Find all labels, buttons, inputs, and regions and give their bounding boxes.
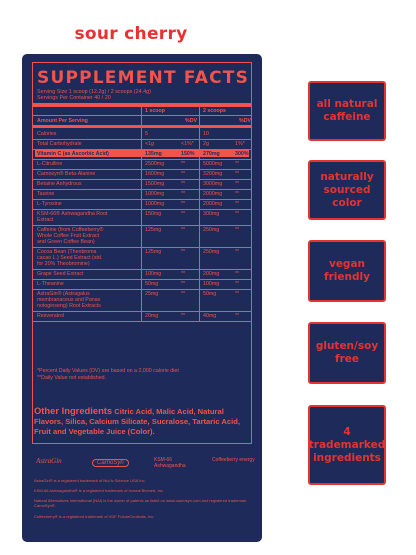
column-divider [141,106,142,322]
amount-1-scoop: 1000mg [145,201,165,207]
divider-thick [33,125,251,128]
dv-2-scoops: 300% [235,151,249,157]
ingredient-name: Taurine [37,191,55,197]
ingredient-name-cont: Whole Coffee Fruit Extract [37,233,100,239]
dv-1-scoop: ** [181,291,186,297]
ingredient-name: Caffeine (from Coffeeberry® [37,227,104,233]
claim-badge-caffeine: all natural caffeine [308,81,386,141]
fine-print-astragin: AstraGin® is a registered trademark of NuLiv Science USA Inc. [34,478,146,483]
ingredient-name-cont: for 20% Theobromine) [37,261,90,267]
astragin-logo: AstraGin [36,457,62,465]
other-ingredients-text: Citric Acid, Malic Acid, Natural Flavors, Silica, Calcium Silicate, Sucralose, Tartaric Acid, Fruit and Vegetable Juice (Color). [34,407,240,436]
fine-print-carnosyn: Natural Alternatives International (NAI) is the owner of patents as listed on www.carnosyn.com and registered trademark CarnoSyn®. [34,498,247,508]
amount-1-scoop: 50mg [145,281,159,287]
dv-1-scoop: ** [181,281,186,287]
amount-1-scoop: 20mg [145,313,159,319]
dv-2-scoops: ** [235,181,240,187]
ingredient-name: Cocoa Bean (Theobroma [37,249,97,255]
dv-2-scoops: ** [235,161,240,167]
row-divider [33,311,251,312]
dv-2-scoops: ** [235,291,240,297]
dv-2-scoops: ** [235,211,240,217]
amount-2-scoops: 5000mg [203,161,223,167]
amount-2-scoops: 2000mg [203,201,223,207]
row-divider [33,139,251,140]
ingredient-name-cont: notoginseng) Root Extracts [37,303,101,309]
dv-1-scoop: ** [181,227,186,233]
claim-badge-trademarked: 4 trademarked ingredients [308,405,386,485]
amount-1-scoop: 100mg [145,271,162,277]
column-divider [199,106,200,322]
amount-1-scoop: 125mg [145,249,162,255]
row-divider [33,269,251,270]
logo-strip [34,454,254,474]
amount-2-scoops: 2000mg [203,191,223,197]
amount-2-scoops: 3200mg [203,171,223,177]
ingredient-name: Carnosyn® Beta-Alanine [37,171,96,177]
ingredient-name-cont: and Green Coffee Bean) [37,239,95,245]
row-divider [33,159,251,160]
amount-1-scoop: 5 [145,131,148,137]
ingredient-name-cont: cacao L.) Seed Extract (std. [37,255,103,261]
supplement-facts-panel [22,54,262,542]
ingredient-name: Calories [37,131,57,137]
amount-1-scoop: 2500mg [145,161,165,167]
dv-1-scoop: ** [181,191,186,197]
row-divider [33,289,251,290]
divider [33,115,251,116]
fine-print-ksm66: KSM-66 Ashwagandha® is a registered trademark of Ixoreal Biomed, Inc. [34,488,164,493]
ingredient-name: AstraGin® (Astragalus [37,291,90,297]
amount-2-scoops: 250mg [203,227,220,233]
row-divider [33,169,251,170]
amount-2-scoops: 300mg [203,211,220,217]
supplement-facts-box [32,62,252,444]
amount-1-scoop: 25mg [145,291,159,297]
dv-1-scoop: ** [181,201,186,207]
footnote-not-established: **Daily Value not established. [37,375,107,381]
amount-2-scoops: 100mg [203,281,220,287]
dv-1-scoop: ** [181,249,186,255]
amount-1-scoop: 1000mg [145,191,165,197]
dv-2-scoops: ** [235,271,240,277]
dv-1-scoop: ** [181,171,186,177]
ingredient-name: L-Theanine [37,281,64,287]
dv-2-scoops: ** [235,191,240,197]
dv-2-scoops: ** [235,313,240,319]
amount-1-scoop: 1600mg [145,171,165,177]
row-divider [33,179,251,180]
ingredient-name-cont: Extract [37,217,54,223]
servings-per-container: Servings Per Container 40 / 20 [37,95,111,101]
row-divider [33,225,251,226]
ingredient-name: L-Citrulline [37,161,63,167]
row-divider [33,247,251,248]
row-divider [33,321,251,322]
other-ingredients [34,406,254,437]
ingredient-name: Vitamin C (as Ascorbic Acid) [37,151,109,157]
amount-1-scoop: 135mg [145,151,162,157]
claim-badge-gluten-soy: gluten/soy free [308,322,386,384]
amount-2-scoops: 250mg [203,249,220,255]
dv-2-scoops: ** [235,227,240,233]
dv-1-scoop: <1%* [181,141,194,147]
carnosyn-logo: CarnoSyn [92,459,129,467]
claim-badge-color: naturally sourced color [308,160,386,220]
dv-1-scoop: ** [181,161,186,167]
fine-print-coffeeberry: Coffeeberry® is a registered trademark of VDF FutureCeuticals, Inc. [34,514,155,519]
row-divider [33,279,251,280]
ingredient-name: L-Tyrosine [37,201,62,207]
amount-2-scoops: 40mg [203,313,217,319]
ingredient-name: Betaine Anhydrous [37,181,82,187]
amount-1-scoop: 125mg [145,227,162,233]
col-header-1-scoop: 1 scoop [145,108,166,114]
flavor-title: sour cherry [74,24,188,44]
amount-2-scoops: 200mg [203,271,220,277]
ingredient-name: KSM-66® Ashwagandha Root [37,211,108,217]
amount-2-scoops: 50mg [203,291,217,297]
coffeeberry-logo: Coffeeberry energy [212,457,255,463]
dv-2-scoops: 1%* [235,141,245,147]
dv-2-scoops: ** [235,201,240,207]
col-header-2-scoops: 2 scoops [203,108,226,114]
dv-1-scoop: ** [181,211,186,217]
dv-1-scoop: 150% [181,151,195,157]
serving-size: Serving Size 1 scoop (12.2g) / 2 scoops (24.4g) [37,89,151,95]
claim-badge-vegan: vegan friendly [308,240,386,302]
ingredient-name: Grape Seed Extract [37,271,84,277]
divider-thick [33,103,251,107]
dv-2-scoops: ** [235,249,240,255]
dv-2-scoops: ** [235,171,240,177]
row-divider [33,209,251,210]
dv-1-scoop: ** [181,181,186,187]
amount-2-scoops: 10 [203,131,209,137]
footnote-dv: *Percent Daily Values (DV) are based on a 2,000 calorie diet [37,368,179,374]
dv-header-1: %DV [185,118,198,124]
amount-1-scoop: 1500mg [145,181,165,187]
dv-1-scoop: ** [181,313,186,319]
row-divider [33,189,251,190]
dv-header-2: %DV [239,118,252,124]
supplement-facts-title: SUPPLEMENT FACTS [37,68,250,88]
amount-2-scoops: 270mg [203,151,220,157]
amount-1-scoop: 150mg [145,211,162,217]
ksm66-logo: KSM-66 Ashwagandha [154,457,186,469]
ingredient-name: Resveratrol [37,313,65,319]
dv-2-scoops: ** [235,281,240,287]
ingredient-name: Total Carbohydrate [37,141,82,147]
amount-per-serving-label: Amount Per Serving [37,118,88,124]
other-ingredients-label: Other Ingredients [34,405,113,416]
dv-1-scoop: ** [181,271,186,277]
amount-2-scoops: 3000mg [203,181,223,187]
row-divider [33,199,251,200]
ingredient-name-cont: membranaceus and Panax [37,297,101,303]
amount-1-scoop: <1g [145,141,154,147]
amount-2-scoops: 2g [203,141,209,147]
